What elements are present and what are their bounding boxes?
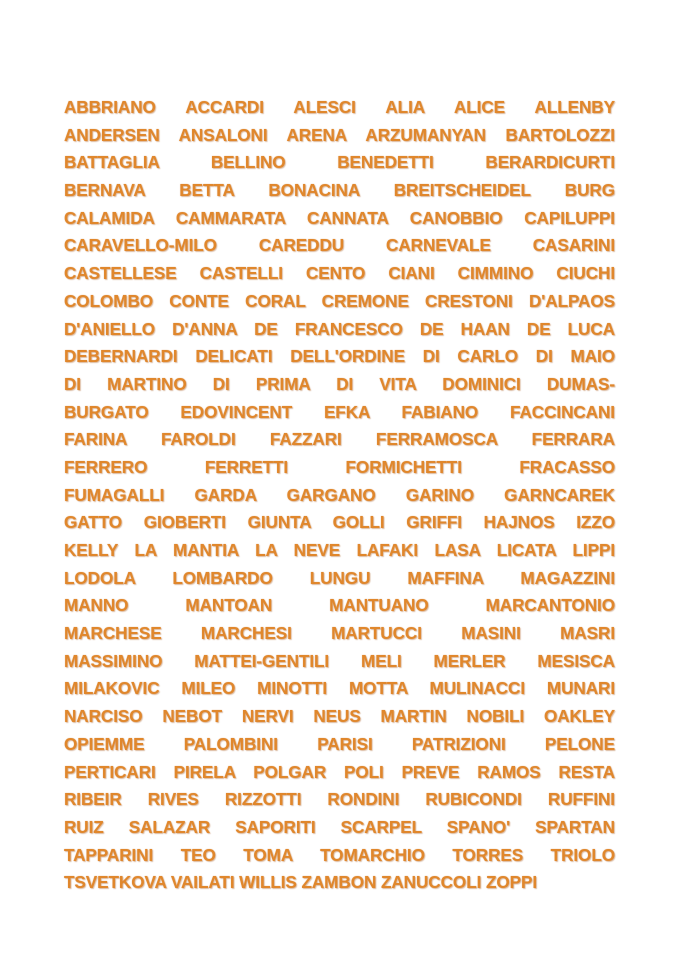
name-line-2: ANDERSEN ANSALONI ARENA ARZUMANYAN BARTOLOZZI [64,124,615,145]
name-line-15: FUMAGALLI GARDA GARGANO GARINO GARNCAREK [64,484,615,505]
name-line-28: TAPPARINI TEO TOMA TOMARCHIO TORRES TRIOLO [64,844,615,865]
name-line-24: OPIEMME PALOMBINI PARISI PATRIZIONI PELONE [64,733,615,754]
name-line-22: MILAKOVIC MILEO MINOTTI MOTTA MULINACCI MUNARI [64,678,615,699]
name-line-18: LODOLA LOMBARDO LUNGU MAFFINA MAGAZZINI [64,567,615,588]
name-line-19: MANNO MANTOAN MANTUANO MARCANTONIO [64,595,615,616]
name-line-12: BURGATO EDOVINCENT EFKA FABIANO FACCINCANI [64,401,615,422]
name-line-29: TSVETKOVA VAILATI WILLIS ZAMBON ZANUCCOLI ZOPPI [64,872,538,893]
name-line-7: CASTELLESE CASTELLI CENTO CIANI CIMMINO CIUCHI [64,263,615,284]
name-line-25: PERTICARI PIRELA POLGAR POLI PREVE RAMOS RESTA [64,761,615,782]
name-line-1: ABBRIANO ACCARDI ALESCI ALIA ALICE ALLENBY [64,97,615,117]
name-line-14: FERRERO FERRETTI FORMICHETTI FRACASSO [64,456,615,477]
name-line-6: CARAVELLO-MILO CAREDDU CARNEVALE CASARINI [64,235,615,256]
name-line-3: BATTAGLIA BELLINO BENEDETTI BERARDICURTI [64,152,615,173]
name-line-5: CALAMIDA CAMMARATA CANNATA CANOBBIO CAPILUPPI [64,207,615,228]
name-line-27: RUIZ SALAZAR SAPORITI SCARPEL SPANO' SPARTAN [64,816,615,837]
name-line-10: DEBERNARDI DELICATI DELL'ORDINE DI CARLO DI MAIO [64,346,615,367]
name-line-4: BERNAVA BETTA BONACINA BREITSCHEIDEL BURG [64,180,615,201]
name-line-17: KELLY LA MANTIA LA NEVE LAFAKI LASA LICATA LIPPI [64,540,615,560]
name-line-11: DI MARTINO DI PRIMA DI VITA DOMINICI DUMAS- [64,373,615,394]
name-line-26: RIBEIR RIVES RIZZOTTI RONDINI RUBICONDI RUFFINI [64,789,615,810]
name-line-23: NARCISO NEBOT NERVI NEUS MARTIN NOBILI OAKLEY [64,706,615,727]
name-line-21: MASSIMINO MATTEI-GENTILI MELI MERLER MESISCA [64,650,615,671]
name-line-20: MARCHESE MARCHESI MARTUCCI MASINI MASRI [64,623,615,644]
name-list [64,94,615,897]
name-line-9: D'ANIELLO D'ANNA DE FRANCESCO DE HAAN DE LUCA [64,318,615,339]
name-line-13: FARINA FAROLDI FAZZARI FERRAMOSCA FERRARA [64,429,615,450]
name-line-16: GATTO GIOBERTI GIUNTA GOLLI GRIFFI HAJNOS IZZO [64,512,615,533]
name-line-8: COLOMBO CONTE CORAL CREMONE CRESTONI D'ALPAOS [64,290,615,311]
